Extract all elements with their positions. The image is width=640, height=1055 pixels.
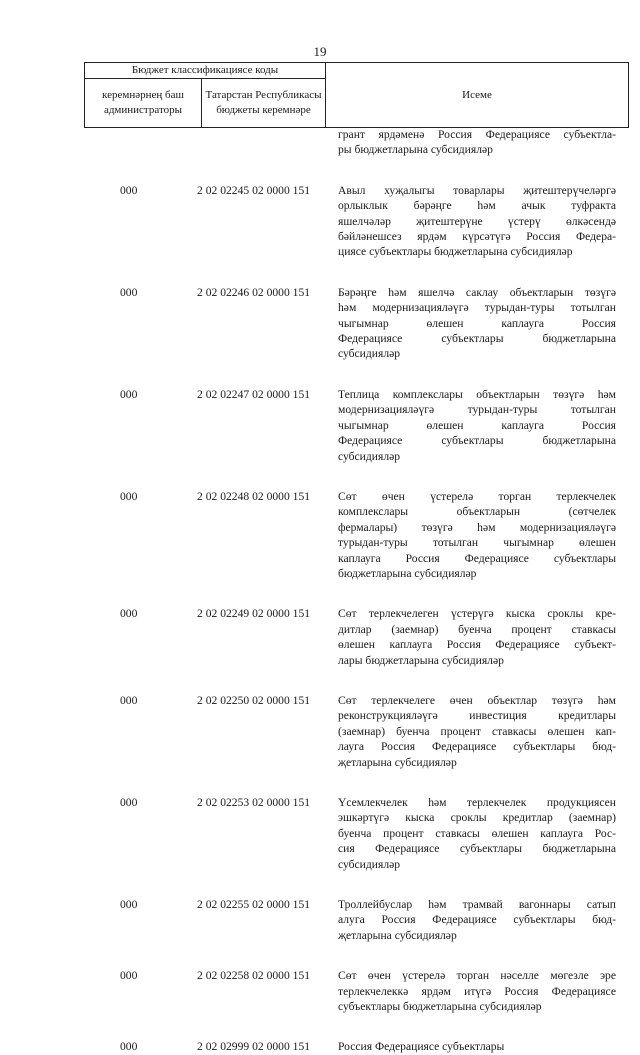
tatarstan-column-header: Татарстан Республикасы бюджеты керемнәре <box>202 79 326 128</box>
budget-code: 2 02 02246 02 0000 151 <box>197 285 311 299</box>
income-name-line: циясе субъектлары бюджетларына субсидияләр <box>338 245 573 259</box>
income-name-line: Үсемлекчелек һәм терлекчелек продукциясен <box>338 796 616 809</box>
income-name <box>338 693 616 770</box>
income-name-line: каплауга Россия Федерациясе субъектлары <box>338 551 616 565</box>
income-name <box>338 795 616 872</box>
income-name-line: реконструкцияләүгә инвестиция кредитлары <box>338 709 616 723</box>
income-name-line: субсидияләр <box>338 449 401 463</box>
classification-rows <box>84 127 629 1055</box>
income-name <box>338 183 616 260</box>
income-name-line: бәйләнешсез ярдәм күрсәтүгә Россия Федера- <box>338 230 616 244</box>
table-row <box>84 795 629 872</box>
income-name-line: субсидияләр <box>338 347 401 361</box>
income-name <box>338 968 616 1014</box>
income-name-line: өлешен каплауга Россия Федерациясе субъект- <box>338 638 616 652</box>
income-name-line: Сөт терлекчелеге өчен объектлар төзүгә һәм <box>338 693 616 707</box>
income-name-line: җетларына субсидияләр <box>338 755 457 769</box>
income-name <box>338 1039 616 1054</box>
income-name-line: лары бюджетларына субсидияләр <box>338 653 504 667</box>
income-name-line: буенча процент ставкасы өлешен каплауга Рос- <box>338 826 616 840</box>
income-name <box>338 387 616 464</box>
admin-code: 000 <box>120 489 138 503</box>
income-name-line: чыгымнар өлешен каплауга Россия <box>338 418 616 432</box>
income-name-line: Федерациясе субъектлары бюджетларына <box>338 332 616 346</box>
income-name-line: комплекслары объектларын (сөтчелек <box>338 505 616 519</box>
income-name-line: яшелчәләр җитештерүне үстерү өлкәсендә <box>338 214 616 228</box>
budget-code-header: Бюджет классификациясе коды <box>85 63 326 79</box>
budget-code: 2 02 02255 02 0000 151 <box>197 898 311 912</box>
income-name-line: (заемнар) буенча процент ставкасы өлешен кап- <box>338 724 616 738</box>
table-row <box>84 489 629 581</box>
income-name-line: Сөт терлекчелеген үстерүгә кыска сроклы кре- <box>338 607 616 621</box>
income-name-line: Федерациясе субъектлары бюджетларына <box>338 434 616 448</box>
budget-code: 2 02 02245 02 0000 151 <box>197 183 311 197</box>
income-name <box>338 897 616 943</box>
income-name <box>338 127 616 158</box>
income-name-line: ры бюджетларына субсидияләр <box>338 143 493 157</box>
income-name-line: җетларына субсидияләр <box>338 928 457 942</box>
admin-code: 000 <box>120 693 138 707</box>
income-name-line: Теплица комплекслары объектларын төзүгә һәм <box>338 387 616 401</box>
income-name-line: грант ярдәменә Россия Федерациясе субъектла- <box>338 128 616 141</box>
budget-code: 2 02 02258 02 0000 151 <box>197 969 311 983</box>
classification-header-table <box>84 62 629 128</box>
admin-code: 000 <box>120 969 138 983</box>
budget-code: 2 02 02250 02 0000 151 <box>197 693 311 707</box>
budget-code: 2 02 02248 02 0000 151 <box>197 489 311 503</box>
admin-code: 000 <box>120 1040 138 1054</box>
table-row <box>84 1039 629 1054</box>
table-row <box>84 968 629 1014</box>
income-name <box>338 606 616 668</box>
admin-code: 000 <box>120 183 138 197</box>
table-row <box>84 897 629 943</box>
admin-code: 000 <box>120 796 138 809</box>
income-name-line: чыгымнар өлешен каплауга Россия <box>338 316 616 330</box>
table-row <box>84 693 629 770</box>
income-name-line: алуга Россия Федерациясе субъектлары бюд- <box>338 913 616 927</box>
income-name-line: терлекчелеккә ярдәм итүгә Россия Федерациясе <box>338 984 616 998</box>
income-name-line: субъектлары бюджетларына субсидияләр <box>338 1000 542 1014</box>
budget-code: 2 02 02253 02 0000 151 <box>197 796 311 809</box>
income-name <box>338 489 616 581</box>
table-row <box>84 183 629 260</box>
admin-code: 000 <box>120 387 138 401</box>
income-name-line: дитлар (заемнар) буенча процент ставкасы <box>338 622 616 636</box>
income-name-line: Авыл хуҗалыгы товарлары җитештерүчеләргә <box>338 183 616 197</box>
income-name-line: лауга Россия Федерациясе субъектлары бюд- <box>338 740 616 754</box>
income-name-line: эшкәртүгә кыска сроклы кредитлар (заемнар) <box>338 811 616 825</box>
income-name-line: фермалары) төзүгә һәм модернизацияләүгә <box>338 520 616 534</box>
income-name-line: һәм модернизацияләүгә турыдан-туры тотылган <box>338 301 616 315</box>
table-row <box>84 387 629 464</box>
income-name-line: Сөт өчен үстерелә торган нәселле мөгезле эре <box>338 969 616 983</box>
income-name <box>338 285 616 362</box>
budget-code: 2 02 02999 02 0000 151 <box>197 1040 311 1054</box>
admin-column-header: керемнәрнең баш администраторы <box>85 79 202 128</box>
admin-code: 000 <box>120 285 138 299</box>
income-name-line: Россия Федерациясе субъектлары <box>338 1040 505 1054</box>
income-name-line: сия Федерациясе субъектлары бюджетларына <box>338 842 616 856</box>
income-name-line: Троллейбуслар һәм трамвай вагоннары сатып <box>338 898 616 912</box>
name-column-header: Исеме <box>326 63 629 128</box>
income-name-line: турыдан-туры тотылган чыгымнар өлешен <box>338 536 616 550</box>
table-row <box>84 606 629 668</box>
admin-code: 000 <box>120 898 138 912</box>
page-number: 19 <box>313 44 327 59</box>
table-row <box>84 285 629 362</box>
budget-code: 2 02 02249 02 0000 151 <box>197 607 311 621</box>
budget-code: 2 02 02247 02 0000 151 <box>197 387 311 401</box>
income-name-line: модернизацияләүгә турыдан-туры тотылган <box>338 403 616 417</box>
table-row <box>84 127 629 158</box>
income-name-line: бюджетларына субсидияләр <box>338 566 477 580</box>
income-name-line: субсидияләр <box>338 857 401 871</box>
income-name-line: орлыклык бәрәңге һәм ачык туфракта <box>338 199 616 213</box>
income-name-line: Бәрәңге һәм яшелчә саклау объектларын төзүгә <box>338 285 616 299</box>
income-name-line: Сөт өчен үстерелә торган терлекчелек <box>338 489 616 503</box>
admin-code: 000 <box>120 607 138 621</box>
